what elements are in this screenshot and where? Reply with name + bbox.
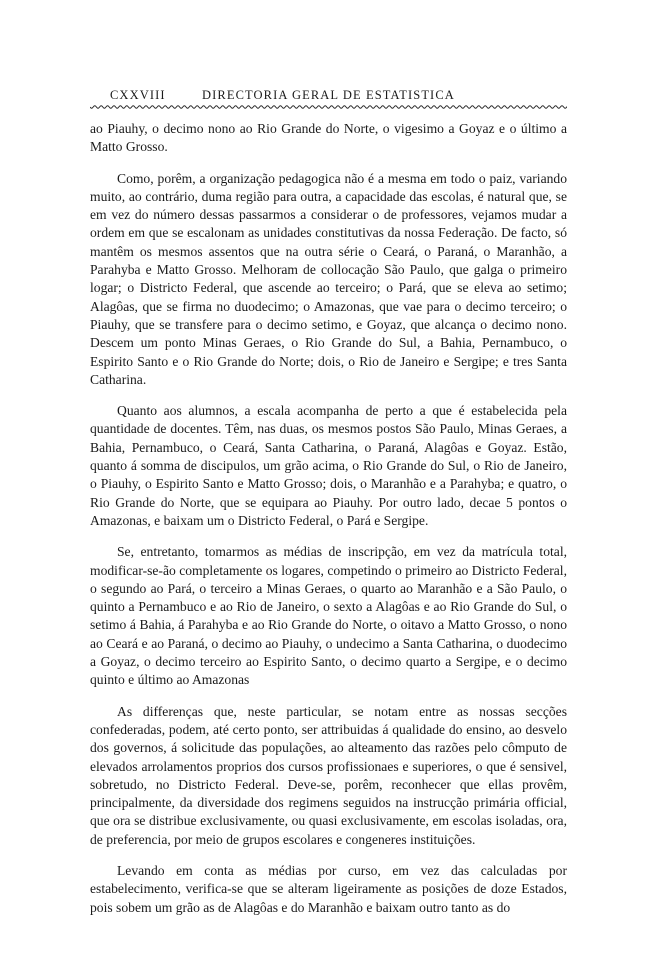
paragraph: As differenças que, neste particular, se notam entre as nossas secções confederadas, podem, até certo ponto, ser attribuidas á qualidade do ensino, ao desvelo dos governos, á solicitude das populações, ao alteamento das razões pelo cômputo de elevados arrolamentos proprios dos cursos profissionaes e superiores, o que é sensivel, sobretudo, no Districto Federal. Deve-se, porêm, reconhecer que ellas provêm, principalmente, da diversidade dos regimens seguidos na instrucção primária official, que ora se distribue exclusivamente, ou quasi exclusivamente, em escolas isoladas, ora, de preferencia, por meio de grupos escolares e congeneres instituições. [90, 703, 567, 847]
running-title: DIRECTORIA GERAL DE ESTATISTICA [202, 88, 455, 102]
paragraph-continuation: ao Piauhy, o decimo nono ao Rio Grande do Norte, o vigesimo a Goyaz e o último a Matto Grosso. [90, 121, 567, 155]
paragraph: Quanto aos alumnos, a escala acompanha de perto a que é estabelecida pela quantidade de docentes. Têm, nas duas, os mesmos postos São Paulo, Minas Geraes, a Bahia, Pernambuco, o Ceará, Santa Catharina, o Paraná, Alagôas e Goyaz. Estão, quanto á somma de discipulos, um grão acima, o Rio Grande do Sul, o Rio de Janeiro, o Piauhy, o Espirito Santo e Matto Grosso; dois, o Maranhão e a Parahyba; e quatro, o Rio Grande do Norte, que se equipara ao Piauhy. Por outro lado, decae 5 pontos o Amazonas, e baixam um o Districto Federal, o Pará e Sergipe. [90, 403, 567, 528]
paragraph: Levando em conta as médias por curso, em vez das calculadas por estabelecimento, verifica-se que se alteram ligeiramente as posições de doze Estados, pois sobem um grão as de Alagôas e do Maranhão e baixam outro tanto as do [90, 862, 567, 915]
book-page [90, 88, 567, 917]
wavy-rule-ornament [90, 103, 567, 111]
paragraph: Como, porêm, a organização pedagogica não é a mesma em todo o paiz, variando muito, ao contrário, duma região para outra, a capacidade das escolas, é natural que, se em vez do número dessas passarmos a considerar o de professores, vejamos mudar a ordem em que se escalonam as unidades constitutivas da nossa Federação. De facto, só mantêm os mesmos assentos que na outra série o Ceará, o Paraná, o Maranhão, a Parahyba e Matto Grosso. Melhoram de collocação São Paulo, que galga o primeiro logar; o Districto Federal, que ascende ao terceiro; o Pará, que se eleva ao setimo; Alagôas, que se firma no duodecimo; o Amazonas, que vae para o decimo terceiro; o Piauhy, que se transfere para o decimo setimo, e Goyaz, que alcança o decimo nono. Descem um ponto Minas Geraes, o Rio Grande do Sul, a Bahia, Pernambuco, o Espirito Santo e o Rio Grande do Norte; dois, o Rio de Janeiro e Sergipe; e tres Santa Catharina. [90, 170, 567, 387]
body-text [90, 120, 567, 917]
paragraph: Se, entretanto, tomarmos as médias de inscripção, em vez da matrícula total, modificar-se-ão completamente os logares, competindo o primeiro ao Districto Federal, o segundo ao Pará, o terceiro a Minas Geraes, o quarto ao Maranhão e a São Paulo, o quinto a Pernambuco e ao Rio de Janeiro, o sexto a Alagôas e ao Rio Grande do Sul, o setimo á Bahia, á Parahyba e ao Rio Grande do Norte, o oitavo a Matto Grosso, o nono ao Ceará e ao Paraná, o decimo ao Piauhy, o undecimo a Santa Catharina, o duodecimo a Goyaz, o decimo terceiro ao Espirito Santo, o decimo quarto a Sergipe, e o decimo quinto e último ao Amazonas [90, 544, 567, 688]
page-number: CXXVIII [110, 88, 166, 102]
running-header [90, 88, 567, 102]
